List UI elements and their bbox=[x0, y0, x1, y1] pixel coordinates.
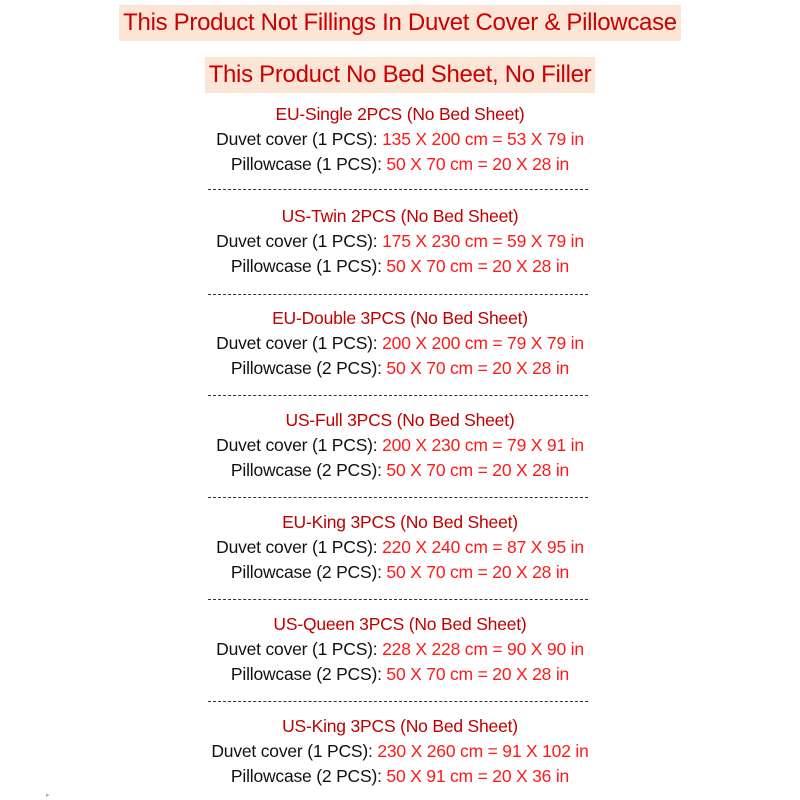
duvet-cover-row bbox=[0, 739, 800, 764]
dashed-divider bbox=[208, 395, 588, 396]
duvet-cover-label: Duvet cover (1 PCS): bbox=[211, 741, 373, 761]
pillowcase-label: Pillowcase (2 PCS): bbox=[230, 664, 382, 684]
size-section-eu-double bbox=[0, 306, 800, 381]
dashed-divider bbox=[208, 701, 588, 702]
pillowcase-size: 50 X 70 cm = 20 X 28 in bbox=[386, 154, 570, 174]
pillowcase-size: 50 X 70 cm = 20 X 28 in bbox=[386, 664, 570, 684]
duvet-cover-row bbox=[0, 229, 800, 254]
pillowcase-row bbox=[0, 458, 800, 483]
pillowcase-row bbox=[0, 560, 800, 585]
size-title: US-Queen 3PCS (No Bed Sheet) bbox=[273, 614, 527, 634]
size-section-eu-king bbox=[0, 510, 800, 585]
pillowcase-label: Pillowcase (2 PCS): bbox=[230, 766, 382, 786]
duvet-cover-row bbox=[0, 127, 800, 152]
headline-no-fillings-text: This Product Not Fillings In Duvet Cover & Pillowcase bbox=[119, 5, 681, 41]
dashed-divider bbox=[208, 497, 588, 498]
size-section-us-twin bbox=[0, 204, 800, 279]
duvet-cover-size: 230 X 260 cm = 91 X 102 in bbox=[377, 741, 589, 761]
duvet-cover-row bbox=[0, 637, 800, 662]
pillowcase-row bbox=[0, 662, 800, 687]
pillowcase-size: 50 X 91 cm = 20 X 36 in bbox=[386, 766, 570, 786]
duvet-cover-size: 200 X 230 cm = 79 X 91 in bbox=[382, 435, 584, 455]
duvet-cover-label: Duvet cover (1 PCS): bbox=[216, 129, 378, 149]
size-section-eu-single bbox=[0, 102, 800, 177]
pillowcase-row bbox=[0, 152, 800, 177]
pillowcase-label: Pillowcase (2 PCS): bbox=[230, 358, 382, 378]
duvet-cover-size: 175 X 230 cm = 59 X 79 in bbox=[382, 231, 584, 251]
duvet-cover-label: Duvet cover (1 PCS): bbox=[216, 231, 378, 251]
size-title: EU-Single 2PCS (No Bed Sheet) bbox=[275, 104, 525, 124]
duvet-cover-size: 135 X 200 cm = 53 X 79 in bbox=[382, 129, 584, 149]
pillowcase-label: Pillowcase (2 PCS): bbox=[230, 460, 382, 480]
size-title: US-King 3PCS (No Bed Sheet) bbox=[282, 716, 518, 736]
duvet-cover-label: Duvet cover (1 PCS): bbox=[216, 435, 378, 455]
pillowcase-row bbox=[0, 764, 800, 789]
duvet-cover-row bbox=[0, 433, 800, 458]
pillowcase-label: Pillowcase (2 PCS): bbox=[230, 562, 382, 582]
cursor-artifact-icon: ▸ bbox=[46, 792, 50, 799]
dashed-divider bbox=[208, 294, 588, 295]
size-title: EU-King 3PCS (No Bed Sheet) bbox=[282, 512, 518, 532]
dashed-divider bbox=[208, 599, 588, 600]
headline-no-bed-sheet bbox=[0, 57, 800, 97]
size-title: US-Twin 2PCS (No Bed Sheet) bbox=[281, 206, 519, 226]
duvet-cover-size: 220 X 240 cm = 87 X 95 in bbox=[382, 537, 584, 557]
dashed-divider bbox=[208, 189, 588, 190]
pillowcase-row bbox=[0, 254, 800, 279]
pillowcase-size: 50 X 70 cm = 20 X 28 in bbox=[386, 256, 570, 276]
pillowcase-row bbox=[0, 356, 800, 381]
duvet-cover-row bbox=[0, 535, 800, 560]
headline-no-fillings bbox=[0, 5, 800, 45]
duvet-cover-size: 200 X 200 cm = 79 X 79 in bbox=[382, 333, 584, 353]
pillowcase-label: Pillowcase (1 PCS): bbox=[230, 256, 382, 276]
size-section-us-full bbox=[0, 408, 800, 483]
pillowcase-size: 50 X 70 cm = 20 X 28 in bbox=[386, 562, 570, 582]
size-section-us-queen bbox=[0, 612, 800, 687]
duvet-cover-label: Duvet cover (1 PCS): bbox=[216, 537, 378, 557]
pillowcase-size: 50 X 70 cm = 20 X 28 in bbox=[386, 460, 570, 480]
duvet-cover-size: 228 X 228 cm = 90 X 90 in bbox=[382, 639, 584, 659]
duvet-cover-label: Duvet cover (1 PCS): bbox=[216, 639, 378, 659]
pillowcase-label: Pillowcase (1 PCS): bbox=[230, 154, 382, 174]
pillowcase-size: 50 X 70 cm = 20 X 28 in bbox=[386, 358, 570, 378]
size-title: EU-Double 3PCS (No Bed Sheet) bbox=[272, 308, 528, 328]
duvet-cover-label: Duvet cover (1 PCS): bbox=[216, 333, 378, 353]
size-section-us-king bbox=[0, 714, 800, 789]
headline-no-bed-sheet-text: This Product No Bed Sheet, No Filler bbox=[205, 57, 596, 93]
size-title: US-Full 3PCS (No Bed Sheet) bbox=[285, 410, 515, 430]
duvet-cover-row bbox=[0, 331, 800, 356]
